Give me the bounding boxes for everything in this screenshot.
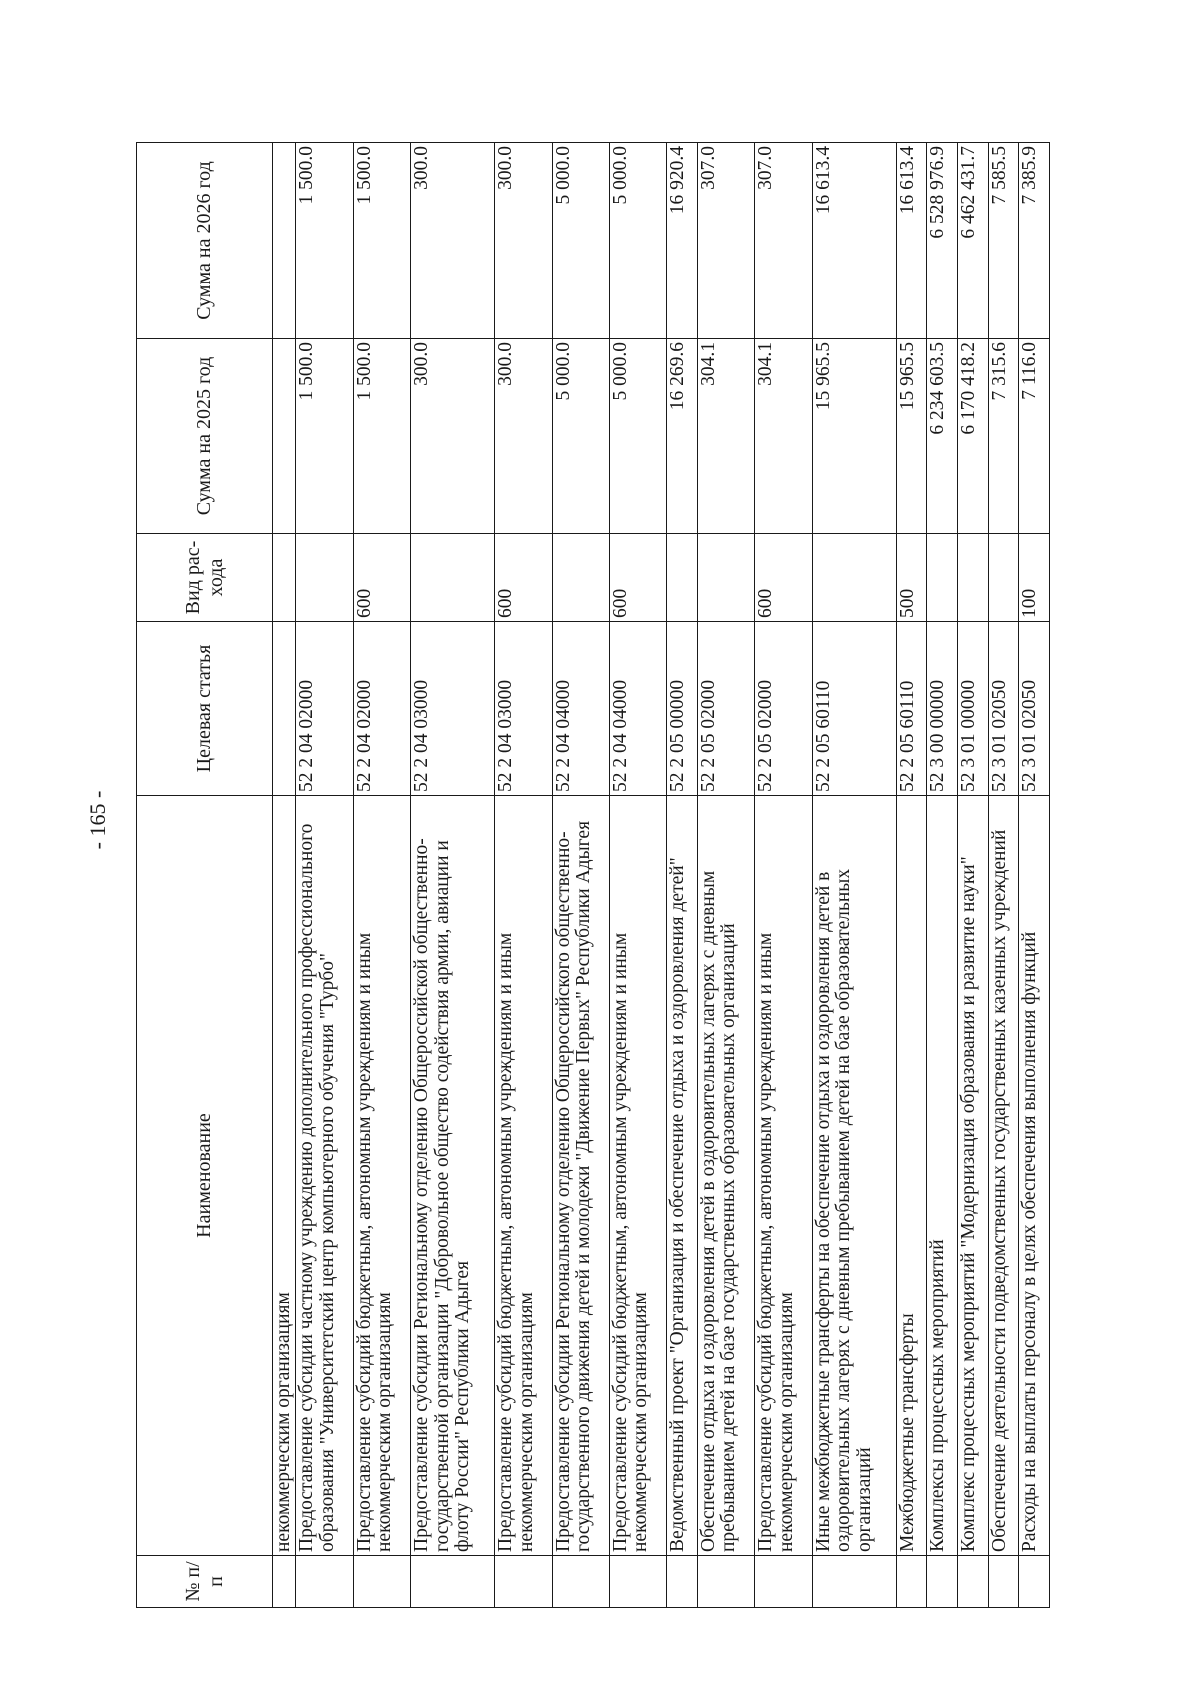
table-row	[1019, 143, 1050, 1608]
row-expense-kind: 600	[495, 534, 552, 622]
row-number	[755, 1556, 812, 1608]
row-number	[697, 1556, 754, 1608]
row-target-article: 52 3 01 02050	[1019, 622, 1050, 796]
row-target-article: 52 2 05 02000	[755, 622, 812, 796]
row-expense-kind	[667, 534, 698, 622]
table-row	[927, 143, 958, 1608]
row-expense-kind	[552, 534, 609, 622]
row-name: Расходы на выплаты персоналу в целях обеспечения выполнения функций	[1019, 796, 1050, 1556]
row-number	[552, 1556, 609, 1608]
row-sum-2025	[273, 339, 296, 534]
row-expense-kind: 600	[353, 534, 410, 622]
row-sum-2025: 300.0	[411, 339, 495, 534]
row-sum-2026	[273, 143, 296, 339]
row-name: Предоставление субсидий бюджетным, автономным учреждениям и иным некоммерческим организациям	[609, 796, 666, 1556]
row-sum-2026: 300.0	[495, 143, 552, 339]
row-name: Предоставление субсидии частному учреждению дополнительного профессионального образования "Университетский центр компьютерного обучения "Турбо"	[296, 796, 353, 1556]
table-row	[755, 143, 812, 1608]
row-target-article: 52 2 04 02000	[353, 622, 410, 796]
row-target-article: 52 2 04 04000	[609, 622, 666, 796]
row-expense-kind	[958, 534, 989, 622]
table-row	[353, 143, 410, 1608]
row-sum-2025: 5 000.0	[609, 339, 666, 534]
table-row	[273, 143, 296, 1608]
row-target-article: 52 2 05 60110	[896, 622, 927, 796]
row-name: Иные межбюджетные трансферты на обеспечение отдыха и оздоровления детей в оздоровительных лагерях с дневным пребыванием детей на базе образовательных организаций	[812, 796, 896, 1556]
row-number	[958, 1556, 989, 1608]
header-number: № п/п	[137, 1556, 273, 1608]
row-target-article: 52 3 01 00000	[958, 622, 989, 796]
table-row	[495, 143, 552, 1608]
row-sum-2026: 16 613.4	[896, 143, 927, 339]
row-target-article: 52 2 05 00000	[667, 622, 698, 796]
row-sum-2026: 5 000.0	[552, 143, 609, 339]
row-number	[896, 1556, 927, 1608]
row-sum-2026: 1 500.0	[296, 143, 353, 339]
row-target-article: 52 2 04 02000	[296, 622, 353, 796]
row-sum-2025: 15 965.5	[812, 339, 896, 534]
row-expense-kind	[988, 534, 1019, 622]
row-sum-2026: 7 385.9	[1019, 143, 1050, 339]
row-expense-kind	[927, 534, 958, 622]
row-sum-2025: 6 170 418.2	[958, 339, 989, 534]
table-row	[609, 143, 666, 1608]
table-row	[667, 143, 698, 1608]
row-name: Предоставление субсидии Региональному отделению Общероссийской общественно-государственной организации "Добровольное общество содействия армии, авиации и флоту России" Республики Адыгея	[411, 796, 495, 1556]
row-name: Межбюджетные трансферты	[896, 796, 927, 1556]
header-name: Наименование	[137, 796, 273, 1556]
row-sum-2026: 307.0	[697, 143, 754, 339]
table-row	[812, 143, 896, 1608]
row-sum-2026: 300.0	[411, 143, 495, 339]
row-sum-2026: 1 500.0	[353, 143, 410, 339]
table-header-row	[137, 143, 273, 1608]
row-name: некоммерческим организациям	[273, 796, 296, 1556]
row-target-article	[273, 622, 296, 796]
row-name: Предоставление субсидии Региональному отделению Общероссийского общественно-государственного движения детей и молодежи "Движение Первых" Республики Адыгея	[552, 796, 609, 1556]
row-sum-2026: 6 462 431.7	[958, 143, 989, 339]
row-expense-kind	[273, 534, 296, 622]
row-sum-2026: 6 528 976.9	[927, 143, 958, 339]
row-number	[353, 1556, 410, 1608]
table-row	[958, 143, 989, 1608]
row-expense-kind	[411, 534, 495, 622]
row-expense-kind: 600	[609, 534, 666, 622]
budget-table-rotated	[136, 143, 1050, 1608]
header-target-article: Целевая статья	[137, 622, 273, 796]
row-sum-2026: 7 585.5	[988, 143, 1019, 339]
row-name: Обеспечение деятельности подведомственных государственных казенных учреждений	[988, 796, 1019, 1556]
row-number	[609, 1556, 666, 1608]
row-sum-2026: 307.0	[755, 143, 812, 339]
page-number: - 165 -	[85, 790, 110, 850]
row-sum-2025: 7 315.6	[988, 339, 1019, 534]
row-sum-2025: 15 965.5	[896, 339, 927, 534]
row-name: Комплекс процессных мероприятий "Модернизация образования и развитие науки"	[958, 796, 989, 1556]
row-expense-kind: 100	[1019, 534, 1050, 622]
row-number	[667, 1556, 698, 1608]
row-target-article: 52 2 04 04000	[552, 622, 609, 796]
row-sum-2025: 6 234 603.5	[927, 339, 958, 534]
row-target-article: 52 3 01 02050	[988, 622, 1019, 796]
row-sum-2025: 7 116.0	[1019, 339, 1050, 534]
row-sum-2025: 1 500.0	[353, 339, 410, 534]
header-sum-2025: Сумма на 2025 год	[137, 339, 273, 534]
row-sum-2025: 16 269.6	[667, 339, 698, 534]
row-number	[988, 1556, 1019, 1608]
row-number	[812, 1556, 896, 1608]
row-name: Предоставление субсидий бюджетным, автономным учреждениям и иным некоммерческим организациям	[495, 796, 552, 1556]
row-name: Предоставление субсидий бюджетным, автономным учреждениям и иным некоммерческим организациям	[755, 796, 812, 1556]
row-name: Комплексы процессных мероприятий	[927, 796, 958, 1556]
row-expense-kind: 500	[896, 534, 927, 622]
row-number	[495, 1556, 552, 1608]
row-number	[927, 1556, 958, 1608]
row-target-article: 52 2 04 03000	[411, 622, 495, 796]
row-sum-2025: 300.0	[495, 339, 552, 534]
row-sum-2025: 5 000.0	[552, 339, 609, 534]
row-sum-2025: 1 500.0	[296, 339, 353, 534]
row-expense-kind	[296, 534, 353, 622]
budget-table	[136, 142, 1050, 1608]
table-row	[296, 143, 353, 1608]
table-row	[552, 143, 609, 1608]
row-number	[296, 1556, 353, 1608]
row-expense-kind: 600	[755, 534, 812, 622]
row-name: Предоставление субсидий бюджетным, автономным учреждениям и иным некоммерческим организациям	[353, 796, 410, 1556]
row-expense-kind	[697, 534, 754, 622]
row-target-article: 52 3 00 00000	[927, 622, 958, 796]
header-sum-2026: Сумма на 2026 год	[137, 143, 273, 339]
row-sum-2025: 304.1	[755, 339, 812, 534]
row-target-article: 52 2 05 60110	[812, 622, 896, 796]
row-name: Обеспечение отдыха и оздоровления детей в оздоровительных лагерях с дневным пребыванием детей на базе государственных образовательных организаций	[697, 796, 754, 1556]
row-name: Ведомственный проект "Организация и обеспечение отдыха и оздоровления детей"	[667, 796, 698, 1556]
row-target-article: 52 2 04 03000	[495, 622, 552, 796]
row-target-article: 52 2 05 02000	[697, 622, 754, 796]
row-number	[411, 1556, 495, 1608]
row-number	[273, 1556, 296, 1608]
row-number	[1019, 1556, 1050, 1608]
table-row	[697, 143, 754, 1608]
table-row	[988, 143, 1019, 1608]
table-row	[411, 143, 495, 1608]
table-row	[896, 143, 927, 1608]
row-sum-2026: 5 000.0	[609, 143, 666, 339]
row-expense-kind	[812, 534, 896, 622]
row-sum-2026: 16 920.4	[667, 143, 698, 339]
header-expense-kind: Вид рас- хода	[137, 534, 273, 622]
row-sum-2026: 16 613.4	[812, 143, 896, 339]
row-sum-2025: 304.1	[697, 339, 754, 534]
